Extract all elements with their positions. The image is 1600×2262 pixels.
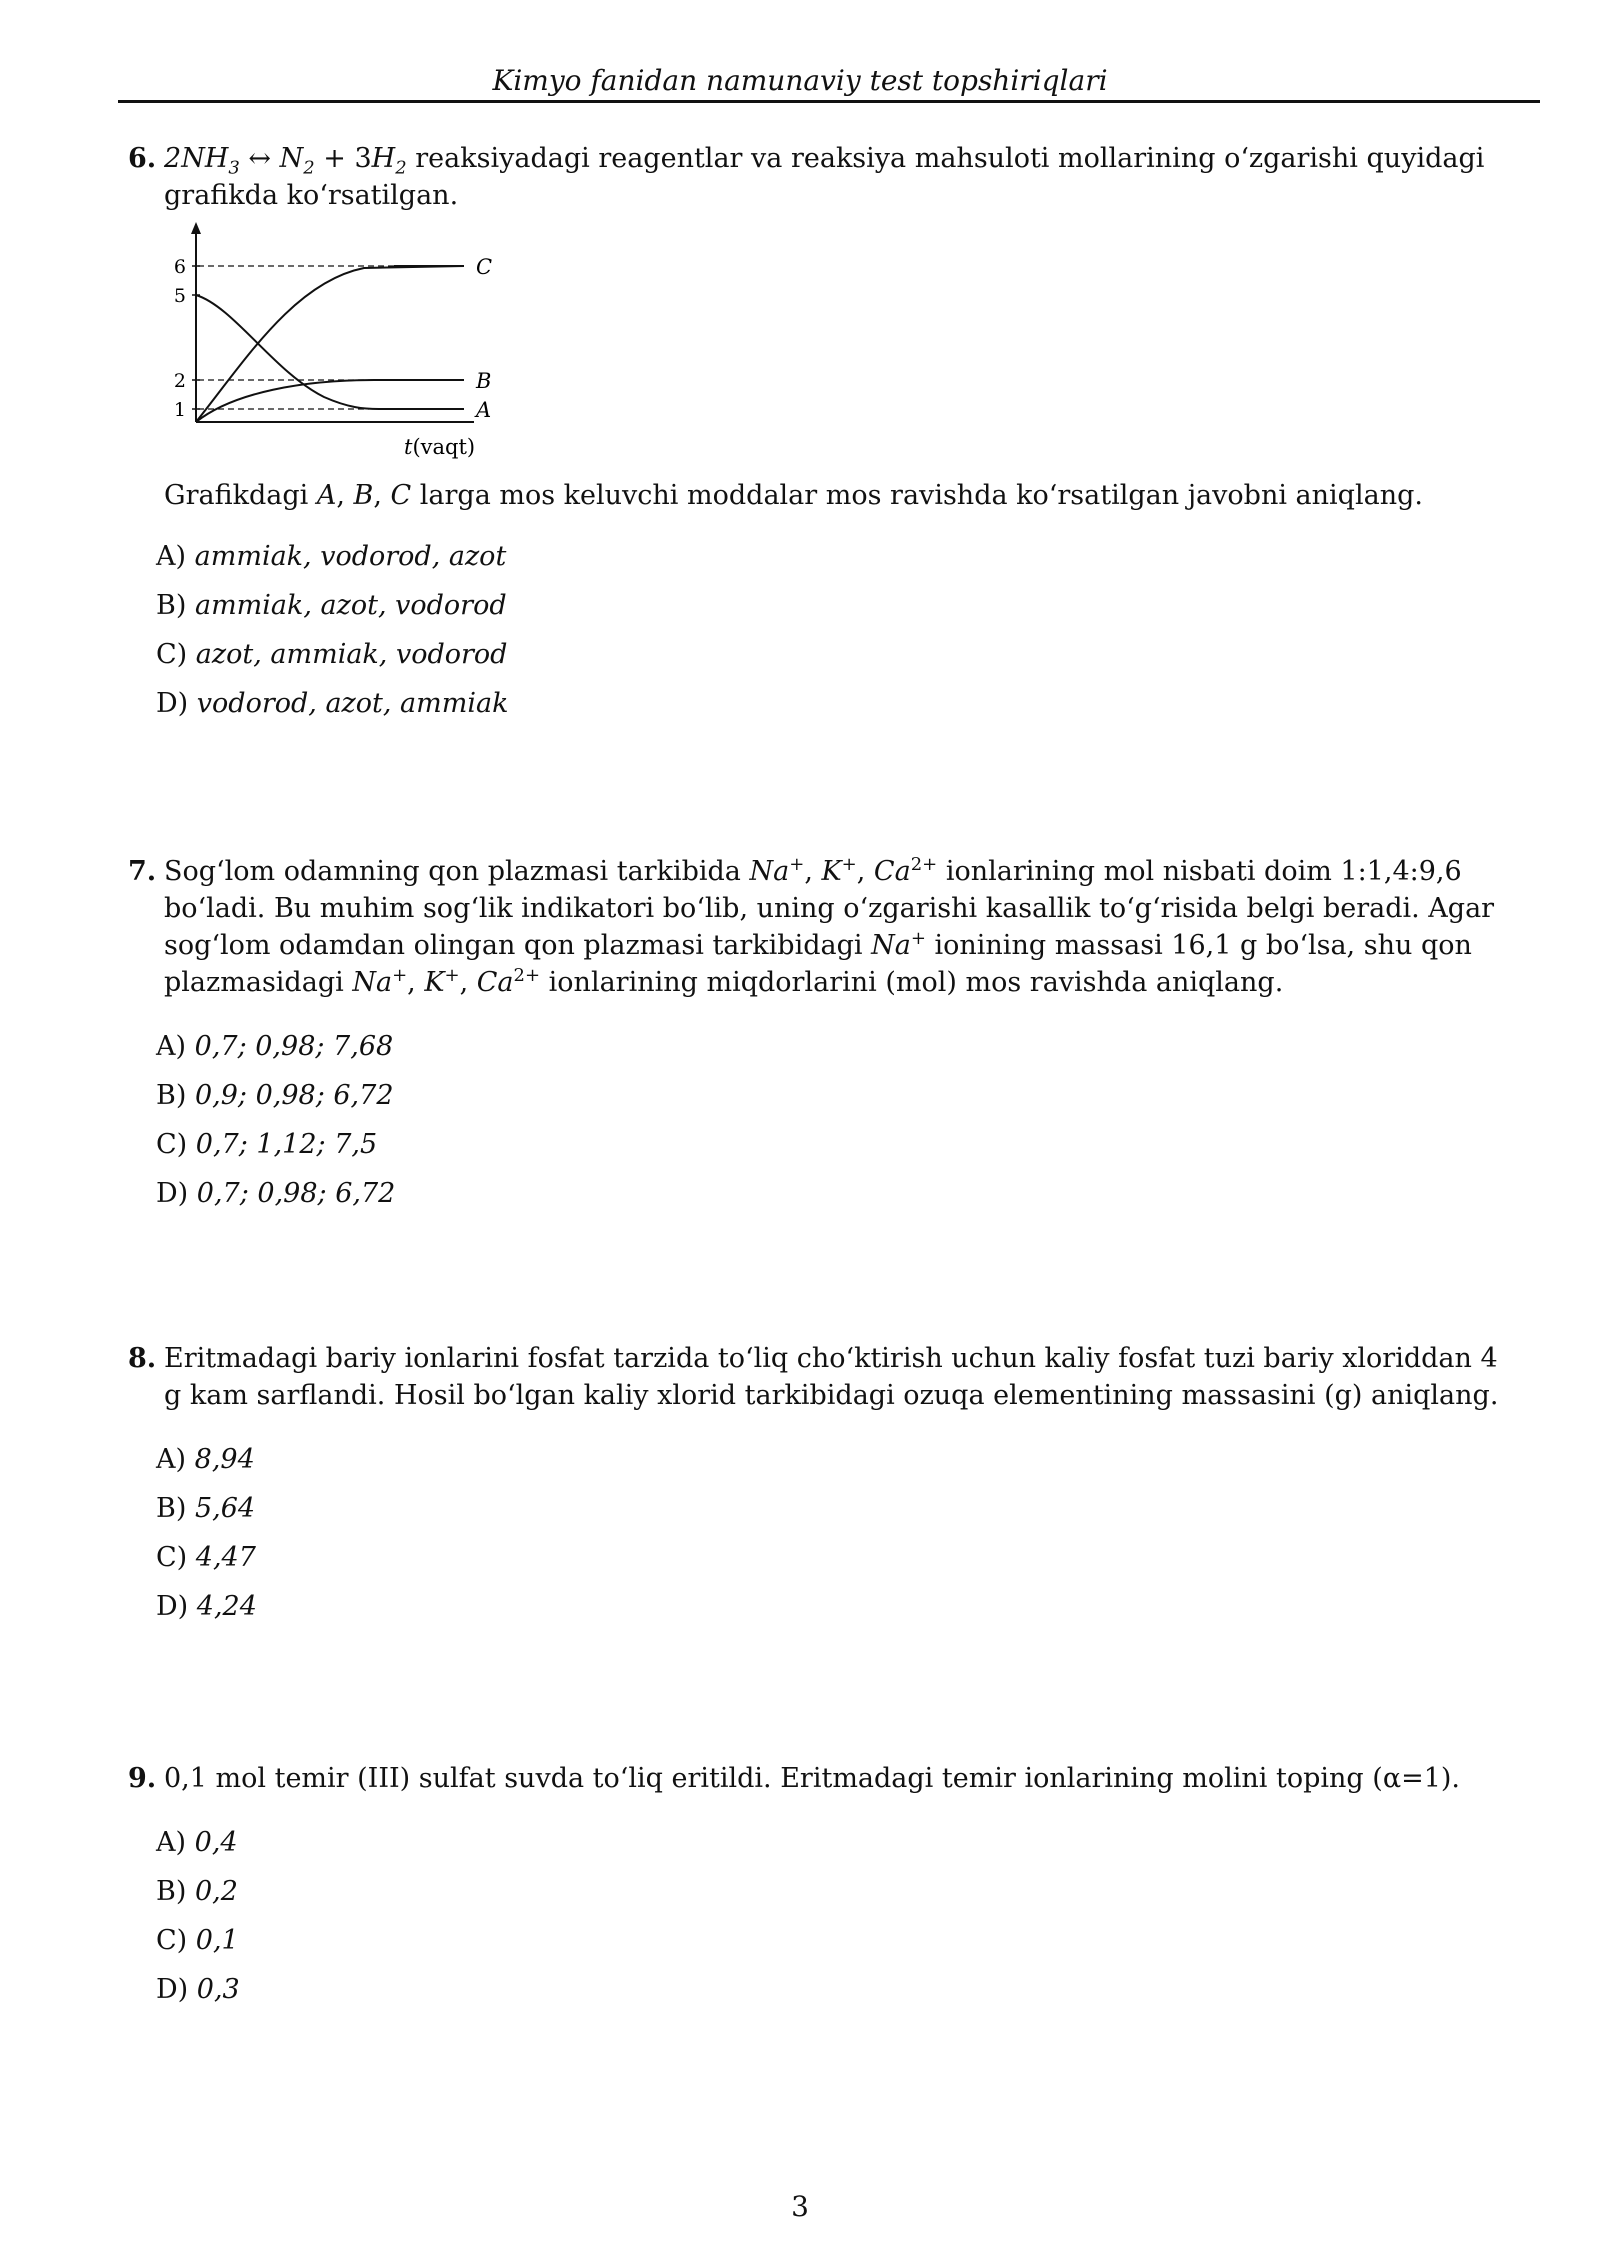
answer-option-a[interactable]: A) ammiak, vodorod, azot bbox=[156, 541, 507, 572]
graph-svg bbox=[164, 222, 544, 462]
answer-options bbox=[156, 1440, 1518, 1636]
y-tick-label: 1 bbox=[173, 399, 186, 421]
question-text: Sog‘lom odamning qon plazmasi tarkibida Na+, K+, $Ca^{2+}$ ionlarining mol nisbati doim 1:1,4:9,6 bo‘ladi. Bu muhim sog‘lik indikatori bo‘lib, uning o‘zgarishi kasallik to‘g‘risida belgi beradi. Agar sog‘lom odamdan olingan qon plazmasi tarkibidagi Na+ ionining massasi 16,1 g bo‘lsa, shu qon plazmasidagi Na+, K+, $Ca^{2+}$ ionlarining miqdorlarini (mol) mos ravishda aniqlang. bbox=[164, 854, 1495, 998]
answer-option-b[interactable]: B) 0,2 bbox=[156, 1876, 238, 1907]
question-9 bbox=[128, 1760, 1518, 2019]
curve-label-c: C bbox=[476, 255, 493, 279]
question-7 bbox=[128, 853, 1518, 1223]
question-text: 0,1 mol temir (III) sulfat suvda to‘liq eritildi. Eritmadagi temir ionlarining molini toping (α=1). bbox=[164, 1763, 1461, 1794]
x-axis-label: t(vaqt) bbox=[404, 435, 476, 459]
question-number: 7. bbox=[128, 856, 157, 887]
curve-b bbox=[196, 380, 464, 422]
mole-change-graph bbox=[164, 222, 1518, 466]
y-axis-arrow bbox=[191, 222, 201, 234]
answer-option-b[interactable]: B) 0,9; 0,98; 6,72 bbox=[156, 1080, 394, 1111]
answer-option-a[interactable]: A) 0,4 bbox=[156, 1827, 238, 1858]
y-tick-label: 6 bbox=[173, 256, 186, 278]
answer-option-a[interactable]: A) 0,7; 0,98; 7,68 bbox=[156, 1031, 394, 1062]
answer-option-c[interactable]: C) 0,7; 1,12; 7,5 bbox=[156, 1129, 378, 1160]
question-text: Eritmadagi bariy ionlarini fosfat tarzida to‘liq cho‘ktirish uchun kaliy fosfat tuzi bariy xloriddan 4 g kam sarflandi. Hosil bo‘lgan kaliy xlorid tarkibidagi ozuqa elementining massasini (g) aniqlang. bbox=[164, 1343, 1499, 1411]
header-rule bbox=[118, 100, 1540, 103]
answer-option-b[interactable]: B) 5,64 bbox=[156, 1493, 256, 1524]
answer-option-d[interactable]: D) vodorod, azot, ammiak bbox=[156, 688, 509, 719]
answer-options bbox=[156, 537, 1518, 733]
question-text: $2NH_3$ ↔ $N_2 + 3H_2$ reaksiyadagi reagentlar va reaksiya mahsuloti mollarining o‘zgarishi quyidagi grafikda ko‘rsatilgan. bbox=[164, 143, 1485, 211]
answer-option-c[interactable]: C) azot, ammiak, vodorod bbox=[156, 639, 508, 670]
answer-option-c[interactable]: C) 0,1 bbox=[156, 1925, 239, 1956]
curve-label-a: A bbox=[476, 398, 492, 422]
question-number: 8. bbox=[128, 1343, 157, 1374]
question-6 bbox=[128, 140, 1518, 733]
y-tick-label: 5 bbox=[173, 285, 186, 307]
question-number: 6. bbox=[128, 143, 157, 174]
answer-options bbox=[156, 1027, 1518, 1223]
curve-a bbox=[196, 295, 464, 409]
answer-option-a[interactable]: A) 8,94 bbox=[156, 1444, 255, 1475]
answer-option-c[interactable]: C) 4,47 bbox=[156, 1542, 256, 1573]
question-prompt: Grafikdagi A, B, C larga mos keluvchi moddalar mos ravishda ko‘rsatilgan javobni aniqlang. bbox=[164, 480, 1423, 511]
y-tick-label: 2 bbox=[173, 370, 186, 392]
page-number: 3 bbox=[791, 2190, 809, 2223]
question-8 bbox=[128, 1340, 1518, 1636]
page-header-title: Kimyo fanidan namunaviy test topshiriqlari bbox=[492, 64, 1108, 97]
answer-option-d[interactable]: D) 0,3 bbox=[156, 1974, 240, 2005]
answer-option-d[interactable]: D) 4,24 bbox=[156, 1591, 257, 1622]
question-number: 9. bbox=[128, 1763, 157, 1794]
answer-option-b[interactable]: B) ammiak, azot, vodorod bbox=[156, 590, 507, 621]
answer-option-d[interactable]: D) 0,7; 0,98; 6,72 bbox=[156, 1178, 396, 1209]
answer-options bbox=[156, 1823, 1518, 2019]
curve-label-b: B bbox=[476, 369, 492, 393]
